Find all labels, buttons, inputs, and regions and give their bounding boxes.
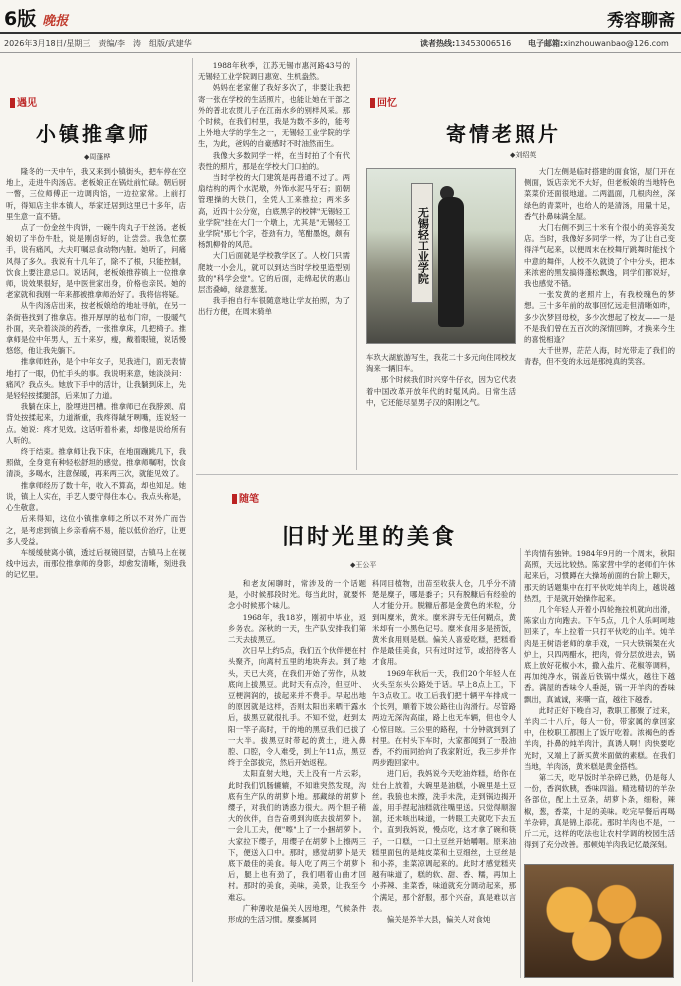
article1-paragraph: 我躺在床上，脸埋进凹槽。推拿师已在我脖颈、肩背处按揉起来，力道渐重，我疼得龇牙咧嘴，连说轻一点。她说：疼才见效。这话听着朴素，却像是说给所有人听的。 [6,402,186,445]
article2-paragraph: 1988年秋季，江苏无锡市惠河路43号的无锡轻工业学院调日惠宽、生机盎然。 [198,61,350,82]
article4-paragraph: 和老友闲聊时，常涉及的一个话题是，小时候那段时光。每当此时，就要怀念小时候那个味儿。 [228,579,366,611]
article3-paragraph: 大千世界，茫茫人海，时光带走了我们的青春，但不变的永远是那纯真的笑容。 [524,346,675,367]
article4-paragraph: 次日早上约5点，我们五个伙伴便在村头聚齐，向离村五里的地块奔去。到了地头，天已大亮，在我们开始了劳作，从坡底向上拔黑豆。此时天有点冷，但豆叶、豆梗润润的，拔起来并不费手。早起出地的原因就是这样，否则太阳出来晒干露水后，拔黑豆就很扎手。不知不觉，赶到太阳一竿子高时，干的地的黑豆我们已拔了一大半。拔黑豆时带起的黄土，进入鼻腔、口腔，令人难受，到上午11点，黑豆终于全部拔完，然后开始返程。 [228,646,366,768]
article3-paragraph: 车玖大湖旅游写生，我花二十多元向住同校友淘来一辆旧车。 [366,353,516,374]
article3-paragraph: 那个时候我们时兴穿牛仔衣，因为它代表着中国改革开放年代的时髦风尚。日常生活中，它还能尽显男子汉的阳刚之气。 [366,375,516,407]
article2-paragraph: 当时学校的大门建筑是再普通不过了。两扇结构的两个水泥墩，外饰水泥马牙石；面朝管理操的大铁门，全凭人工来推拉；两米多高，近四十公分宽，白底黑字的校牌"无锡轻工业学院"挂在大门一个墩上，尤其是"无锡轻工业学院"那七个字，苍劲有力，笔酣墨饱，颇有杨凯柳骨的风范。 [198,173,350,250]
column-tag-memory: 回忆 [370,94,397,109]
article4-paragraph: 第二天，吃早饭时羊杂碎已熟，仍是每人一份，香润软胰，香味四溢。精选精切的羊杂各部位，配上土豆条，胡萝卜条，细粉，辣椒，葱，香菜，十足的美味。吃完早餐后再喝羊杂碎，真是锦上添花。那时羊肉也不是，一斤二元，这样的吃法也让农村学调的校园生活得到了充分改善。那顿炖羊肉我记忆最深刻。 [524,773,675,850]
school-sign: 无锡轻工业学院 [411,183,433,303]
column-divider [520,548,521,978]
article4-paragraph: 科同目植物，出苗至收获人仓，几乎分不清楚是糜子，哪是黍子；只有脱糠后有经验的人才能分开。脱糠后都是金黄色的米粒，分到叫糜米，黄米。糜米湃专无任何糊点，黄米却有一小黑色记号。糜米食用多是捞饭，黄米食用则是糕。偏关人喜爱吃糕，把糕看作是最佳美食，只有过时过节，或招待客人才食用。 [372,579,516,667]
article3-body-right [524,166,675,470]
section-divider [196,474,678,475]
article1-author: ◆周蓬桦 [84,153,111,161]
article1-paragraph: 终于结束。推拿师让我下床，在地面蹦跳几下，我照做，全身竟有种轻松舒坦的感觉。推拿师嘱咐，饮食清淡，多喝水，注意保暖，再来两三次，就能见效了。 [6,447,186,479]
article4-paragraph: 进门后，我妈说今天吃油炸糕，给你在灶台上放着，大碗里是油糕，小碗里是土豆丝。我狼也未擦，洗手未洗，走到锅边揭开盖，用手捏起油糕就往嘴里送。只觉得顺溜溜，还未咳出味道，一转眼工夫就吃下去五个。直到我妈说，慢点吃，这才拿了碗和筷子，一口糕，一口土豆丝开始嚼咽。原来油糕里面包的是炖皮菜和土豆细丝，土豆丝是和小荞，韭菜凉调起来的。此时才感觉糕夹越有味道了，糕的软、甜、香、糯，再加上小荞辣、韭菜香，味道就充分调动起来，那个满足，那个舒服，那个兴奋，真是难以言表。 [372,769,516,913]
article2-body [198,60,350,470]
article1-paragraph: 推拿师姓孙，是个中年女子，见我进门，面无表情地打了一眼，仍忙手头的事。我说明来意，她淡淡问：痛风？我点头。她放下手中的活计，让我躺到床上，先是轻轻按揉腿部，后来加了力道。 [6,357,186,401]
article4-author: ◆王公平 [350,561,377,569]
article4-title: 旧时光里的美食 [282,525,458,550]
article3-title: 寄情老照片 [446,122,561,146]
info-email: 电子邮箱:xinzhouwanbao@126.com [528,39,669,48]
page-header-left [4,4,68,32]
article2-paragraph: 我像大多数同学一样，在当时拍了个有代表性的照片，那是在学校大门口拍的。 [198,150,350,171]
article2-paragraph: 妈妈在老家催了我好多次了，非要让我把寄一张在学校的生活照片，也能让她在干部之外的普北农贯儿子在江南水乡的别样风采。那个时候，在我们村里，我是为数不多的，能考上外地大学的学生之一，无锡轻工业学院的学生，为此，爸妈的自豪感时不时油然而生。 [198,83,350,149]
article3-author: ◆刘绍英 [510,151,537,159]
article4-paragraph: 羊肉情有独钟。1984年9月的一个周末，秋阳高照，天远比较热。陈家营中学的老师们午休起来后，习惯蹲在大操场前面的台阶上聊天，那天的话题集中在打平伙吃炖羊肉上，越说越热烈，于是就开始操作起来。 [524,549,675,603]
article3-paragraph: 大门左侧是临时搭建的面食馆，屋门开在侧面，饭店亲光不大好，但老板娘的当地特色菜菜价还面很地道。二两温面，几根肉丝，深绿色的青菜叶，也给人的是清汤，用量十足，香气扑鼻味满全屋。 [524,167,675,221]
article4-paragraph: 1969年秋后一天，我们20个年轻人在火头至东头公路处于话。早上8点上工，下午3点收工。收工后我们把十辆平车排成一个长列，順着下坡公路往山沟滑行。尽管路两边无深沟高崖，路上也无车辆，但也令人心惊目眩。三公里的路程，十分钟就到到了村里。在村头下车时，大家都闻到了一股油香，不约而同抬向了我家附近，我三步并作两步跑回家中。 [372,668,516,768]
info-hotline: 读者热线:13453006516 [420,39,512,48]
article3-paragraph: 大门右侧不到三十米有个很小的美容美发店。当时，我像好多同学一样，为了让自己变得洋气起来，以便周末在校舞厅跳舞时能找个中意的舞伴，人校不久就烫了个中分头，把本来浓密的黑发搞得蓬松飘逸，同学们都说好，我也感觉不错。 [524,223,675,289]
paper-name: 晚报 [42,14,69,29]
info-rule [0,52,681,53]
article3-paragraph: 一张发黄的老照片上，有我校瑰色的梦想。三十多年前的故事回忆远走但清晰如昨，多少次梦回母校，多少次想起了校友——一是不是我们曾在五百次的深情回眸，才换来今生的喜悦相逢？ [524,290,675,345]
article1-paragraph: 隆冬的一天中午，我又来到小镇街头，把车停在空地上，走进牛肉汤店。老板娘正在锅灶前忙碌。朝后厨一瞥，三位师傅正一边调肉馅，一边拉家常。上前打听，得知店主非本镇人，举家迁居到这里已十多年，店里生意一直不错。 [6,167,186,221]
article1-paragraph: 后来得知，这位小镇推拿师之所以不对外广而告之，是考虑到镇上乡亲看病不易，能以低价治疗，让更多人受益。 [6,514,186,546]
article4-paragraph: 几个年轻人开着小四轮拖拉机就向出滑，陈家山方向跑去。下午5点，几个人乐呵呵地回来了，车上拉着一只打平伙吃的山羊。炖羊肉是王树语老师的拿手戏，一只大铁锅架在火炉上，只四两醋水，把肉，骨分层放进去，锅底上放好花椒小木，撒入盐片、花椒等调料，再加纯净水，锅盖后铁锅中煤火，越往下越香。满屋的香味令人垂涎，锅一开羊肉的香味飘出，真诚诚，来嘶一直，越往下越香。 [524,605,675,704]
header-rule [0,32,681,34]
article1-paragraph: 点了一份金丝牛肉饼，一碗牛肉丸子干丝汤。老板娘切了半份牛肚，说是刚卤好的，让尝尝。我急忙摆手，说有痛风，大夫叮嘱忌食动物内脏。她听了，问痛风得了多久。我说有十几年了，除不了根，只能控制，饮食上要注意忌口。说话间，老板娘推荐镇上一位推拿师，说效果很好，是中医世家出身，价格也亲民。她的老家就和我刚一年来都被推拿师治好了。我将信将疑。 [6,223,186,300]
person-figure [438,197,464,327]
article4-paragraph: 此时正好下晚自习，教职工都聚了过来，羊肉二十八斤，每人一份，带家属的拿回家中，住校职工都围上了饭厅吃着。浓褐色的香羊肉，扑鼻的炖羊肉汁，真诱人啊！肉快要吃光时，又端上了新买黄米面做的素糕。在我们当地，羊肉汤，黄米糕是黄金搭档。 [524,705,675,771]
article4-paragraph: 广种薄收是偏关人因地理，气候条件形成的生活习惯。糜黍属同 [228,903,366,925]
column-divider [192,58,193,982]
article4-paragraph: 1968年，我18岁，刚初中毕业，返乡务农。深秋的一天，生产队安排我们第二天去拔黑豆。 [228,612,366,645]
column-tag-essay: 随笔 [232,490,259,505]
article4-paragraph: 偏关是养羊大县，偏关人对食炖 [386,915,491,925]
article4-col3 [524,548,675,858]
article2-paragraph: 我手抱自行车很随意地让学友拍照，为了出行方便，在周末骑单 [198,296,350,317]
article2-paragraph: 大门后面就是学校教学区了。人校门只需爬坡一小会儿，就可以到达当时学校里造型别致的"科学会堂"。它的后面，走绵起伏的惠山层峦叠嶂，绿意葱茏。 [198,251,350,295]
column-tag-encounter: 遇见 [10,94,37,109]
article4-col2 [372,578,516,978]
article1-paragraph: 车缓缓驶离小镇，透过后视镜回望，古镇马上在视线中远去，而那位推拿师的身影，却愈发清晰，刻进我的记忆里。 [6,547,186,580]
article1-paragraph: 从牛肉汤店出来，按老板娘给的地址寻航，在另一条街巷找到了推拿店。推开厚厚的毡布门帘，一股暖气扑面，夹杂着淡淡的药香，一张推拿床，几把椅子。推拿师是位中年男人，五十来岁，瘦，戴着眼镜，说话慢悠悠，他让我先躺下。 [6,301,186,356]
article4-paragraph: 太阳直射大地，天上没有一片云彩，此时我们饥肠辘辘，不知谁突然发现，沟底有生产队的胡萝卜地。那藏绿的胡萝卜缨子，对我们的诱惑力很大。两个胆子稍大的伙伴，自告奋勇到沟底去拔胡萝卜。一会儿工夫，便"嚓"上了一小捆胡萝卜。大家拉下缨子，用缨子在胡萝卜上擦两三下，便送入口中。那时，感觉胡萝卜是天底下最佳的美食。每人吃了两三个胡萝卜后，腿上也有劲了，我们唱着山曲才回村。那时的美食，美味，美景，让我至今难忘。 [228,769,366,902]
column-divider [356,58,357,470]
article3-body-bottom [366,352,516,470]
article1-body [6,166,186,978]
article1-title: 小镇推拿师 [36,122,151,146]
article4-col1 [228,578,366,978]
section-title: 秀容聊斋 [607,11,675,31]
old-photo [366,168,516,344]
page-number: 6版 [4,8,37,30]
article1-paragraph: 推拿师经历了数十年，收入不算高，却也知足。她说，镇上人实在，手艺人要守得住本心。我点头称是，心生敬意。 [6,480,186,513]
food-photo [524,864,674,978]
info-date: 2026年3月18日/星期三 责编/李 涛 组版/武建华 [4,39,192,48]
